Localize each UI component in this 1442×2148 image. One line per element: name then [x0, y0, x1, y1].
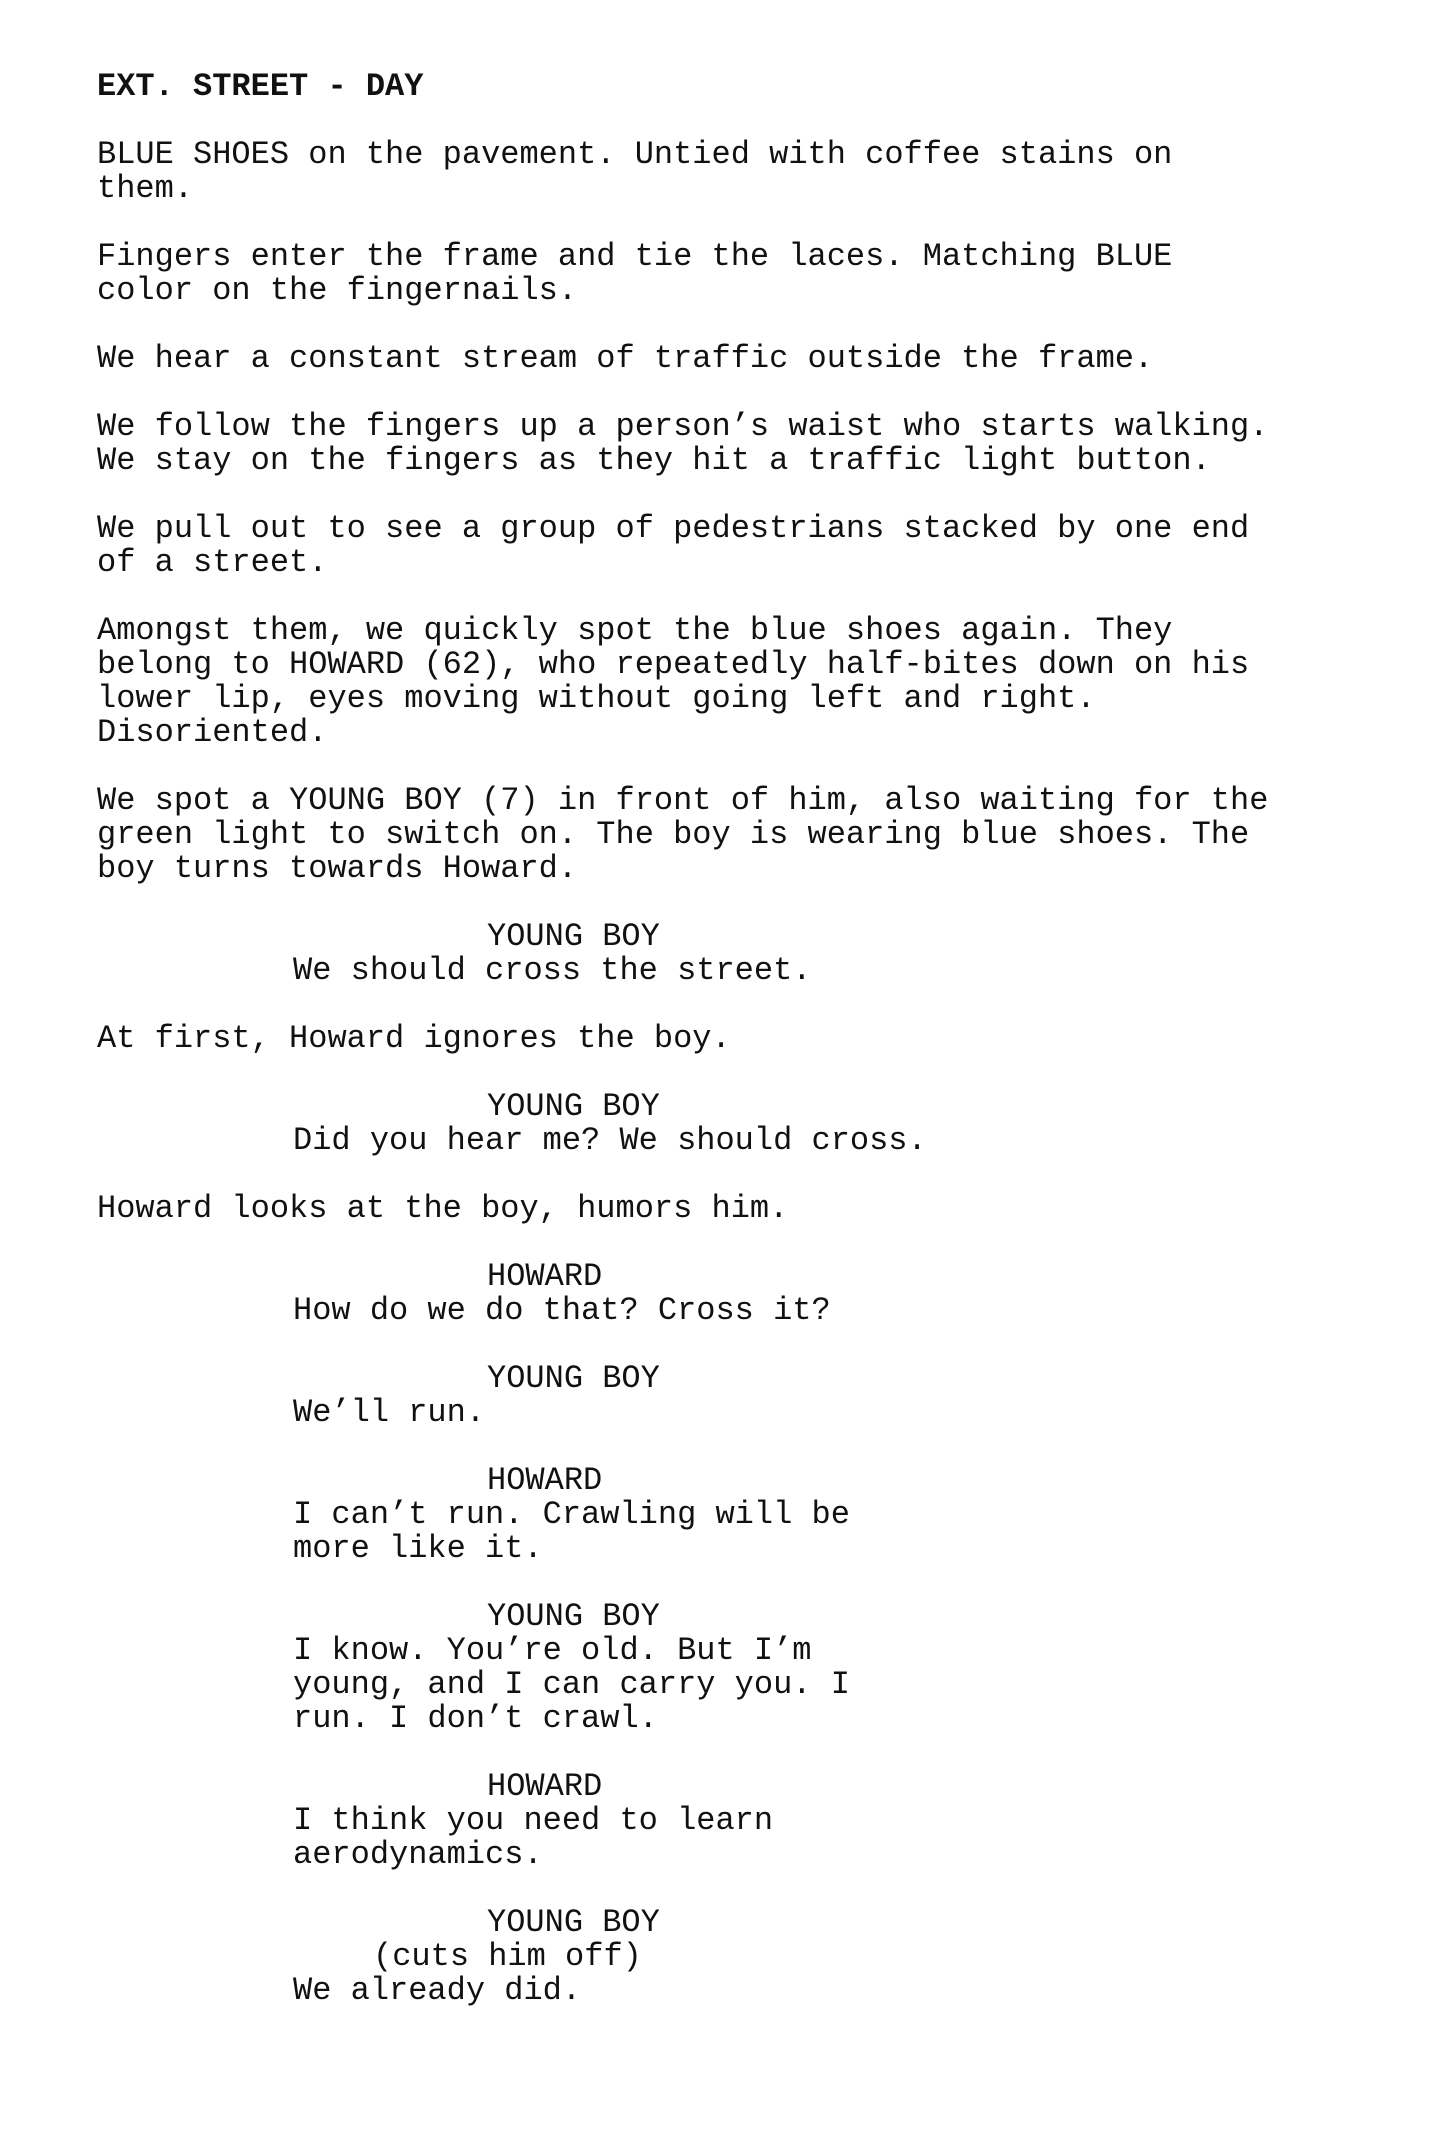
- character-cue: YOUNG BOY: [487, 1598, 660, 1635]
- action-line: We spot a YOUNG BOY (7) in front of him, also waiting for the green light to switch on. The boy is wearing blue shoes. The boy turns towards Howard.: [97, 782, 1269, 887]
- screenplay-body: [97, 70, 1397, 2008]
- action-line: Howard looks at the boy, humors him.: [97, 1190, 789, 1227]
- dialogue-line: I think you need to learn aerodynamics.: [293, 1802, 774, 1873]
- dialogue-line: We should cross the street.: [293, 952, 812, 989]
- dialogue-line: I can’t run. Crawling will be more like it.: [293, 1496, 850, 1567]
- action-line: We follow the fingers up a person’s waist who starts walking. We stay on the fingers as they hit a traffic light button.: [97, 408, 1269, 479]
- action-line: BLUE SHOES on the pavement. Untied with coffee stains on them.: [97, 136, 1173, 207]
- scene-heading: EXT. STREET - DAY: [97, 68, 424, 105]
- dialogue-line: I know. You’re old. But I’m young, and I can carry you. I run. I don’t crawl.: [293, 1632, 850, 1737]
- action-line: We pull out to see a group of pedestrians stacked by one end of a street.: [97, 510, 1250, 581]
- character-cue: YOUNG BOY: [487, 1360, 660, 1397]
- character-cue: YOUNG BOY: [487, 1904, 660, 1941]
- character-cue: HOWARD: [487, 1258, 603, 1295]
- character-cue: HOWARD: [487, 1768, 603, 1805]
- dialogue-line: Did you hear me? We should cross.: [293, 1122, 927, 1159]
- dialogue-line: We’ll run.: [293, 1394, 486, 1431]
- character-cue: HOWARD: [487, 1462, 603, 1499]
- character-cue: YOUNG BOY: [487, 918, 660, 955]
- dialogue-line: How do we do that? Cross it?: [293, 1292, 831, 1329]
- parenthetical: (cuts him off): [373, 1938, 642, 1975]
- action-line: Amongst them, we quickly spot the blue shoes again. They belong to HOWARD (62), who repeatedly half-bites down on his lower lip, eyes moving without going left and right. Disoriented.: [97, 612, 1250, 751]
- dialogue-line: We already did.: [293, 1972, 582, 2009]
- action-line: We hear a constant stream of traffic outside the frame.: [97, 340, 1154, 377]
- action-line: At first, Howard ignores the boy.: [97, 1020, 731, 1057]
- action-line: Fingers enter the frame and tie the laces. Matching BLUE color on the fingernails.: [97, 238, 1173, 309]
- character-cue: YOUNG BOY: [487, 1088, 660, 1125]
